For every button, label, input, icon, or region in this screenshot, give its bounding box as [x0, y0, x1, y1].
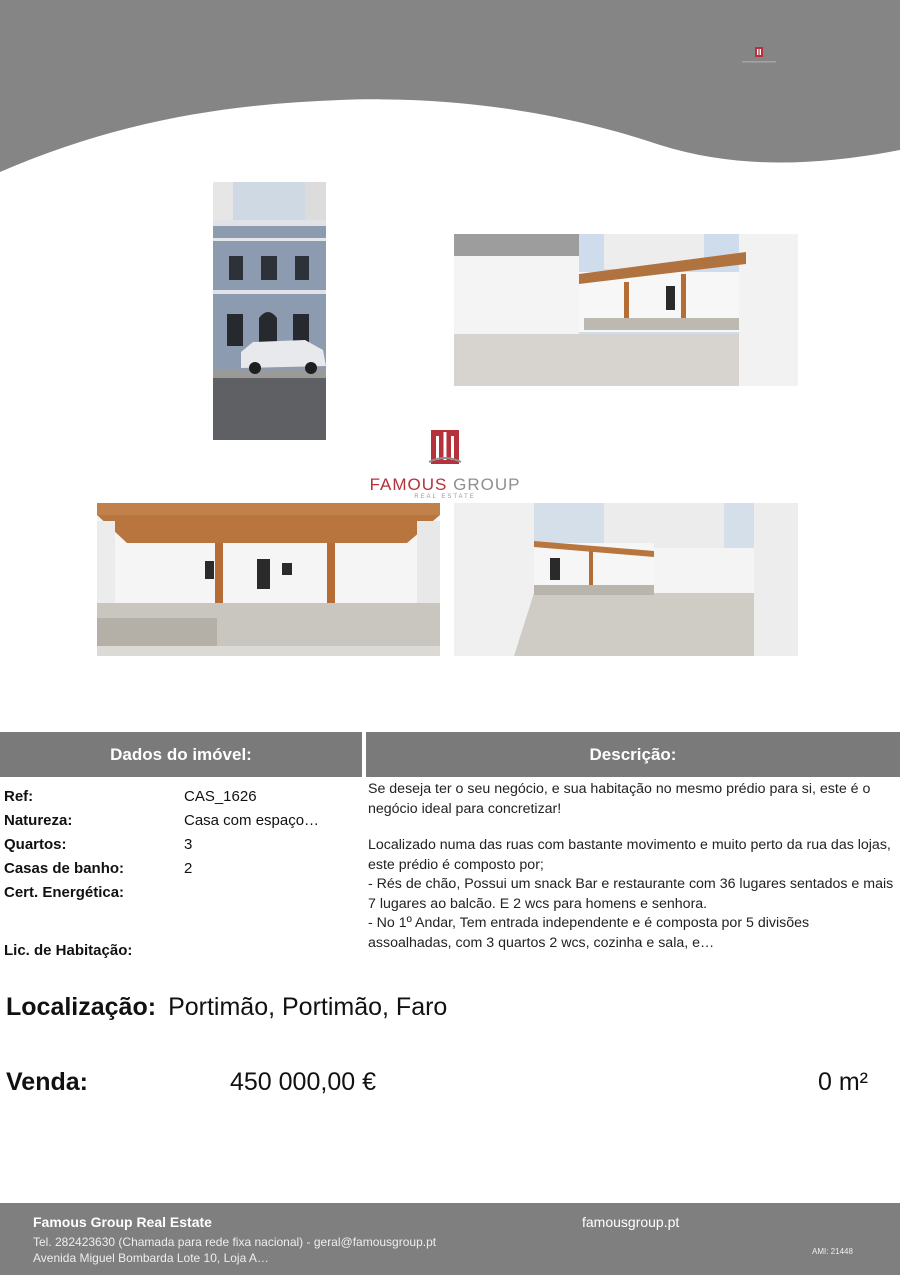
detail-row-quartos	[4, 836, 364, 858]
detail-row-ref	[4, 788, 364, 810]
detail-row-casas-de-banho	[4, 860, 364, 882]
detail-row-lic-habitacao	[4, 942, 364, 964]
footer-company: Famous Group Real Estate	[33, 1214, 212, 1230]
brand-name	[365, 475, 525, 495]
header-banner	[0, 0, 900, 200]
footer	[0, 1203, 900, 1275]
description-title: Descrição:	[589, 744, 677, 764]
photo-patio-3	[454, 503, 798, 656]
sale-price: 450 000,00 €	[230, 1068, 376, 1096]
brand-logo-small	[736, 44, 782, 68]
brand-logo	[365, 424, 525, 500]
details-title: Dados do imóvel:	[110, 744, 252, 764]
description-paragraph-2: Localizado numa das ruas com bastante movimento e muito perto da rua das lojas, este prédio é composto por; - Rés de chão, Possui um snack Bar e restaurante com 36 lugares sentados e mais 7 lugares ao balcão. E 2 wcs para homens e senhora. - No 1º Andar, Tem entrada independente e é composta por 5 divisões assoalhadas, com 3 quartos 2 wcs, cozinha e sala, e…	[368, 837, 894, 951]
details-header	[0, 732, 362, 777]
description-paragraph-1: Se deseja ter o seu negócio, e sua habitação no mesmo prédio para si, este é o negócio ideal para concretizar!	[368, 781, 871, 817]
detail-row-natureza	[4, 812, 364, 834]
footer-website[interactable]: famousgroup.pt	[582, 1214, 680, 1230]
detail-row-cert-energetica	[4, 884, 364, 906]
description-text	[368, 780, 896, 970]
location-value: Portimão, Portimão, Faro	[168, 993, 448, 1021]
detail-value: CAS_1626	[184, 788, 257, 805]
photo-patio-1	[454, 234, 798, 386]
location-label: Localização:	[6, 993, 157, 1021]
property-area: 0 m²	[818, 1068, 868, 1096]
sale-label: Venda:	[6, 1068, 88, 1096]
location	[6, 993, 447, 1022]
building-icon	[427, 424, 463, 468]
detail-label: Ref:	[4, 788, 34, 805]
footer-address: Avenida Miguel Bombarda Lote 10, Loja A…	[33, 1251, 269, 1265]
brand-subtitle: REAL ESTATE	[414, 494, 476, 500]
detail-label: Casas de banho:	[4, 860, 125, 877]
detail-value: Casa com espaço…	[184, 812, 320, 829]
footer-ami: AMI: 21448	[812, 1247, 853, 1256]
detail-value: 3	[184, 836, 193, 853]
detail-label: Natureza:	[4, 812, 73, 829]
photo-facade	[213, 182, 326, 440]
description-header	[366, 732, 900, 777]
photo-patio-2	[97, 503, 440, 656]
footer-contact: Tel. 282423630 (Chamada para rede fixa nacional) - geral@famousgroup.pt	[33, 1235, 437, 1249]
brand-name-part1: FAMOUS	[369, 475, 448, 494]
detail-label: Lic. de Habitação:	[4, 942, 133, 959]
brand-name-part2: GROUP	[453, 475, 521, 494]
detail-label: Quartos:	[4, 836, 67, 853]
detail-label: Cert. Energética:	[4, 884, 125, 901]
detail-value: 2	[184, 860, 193, 877]
